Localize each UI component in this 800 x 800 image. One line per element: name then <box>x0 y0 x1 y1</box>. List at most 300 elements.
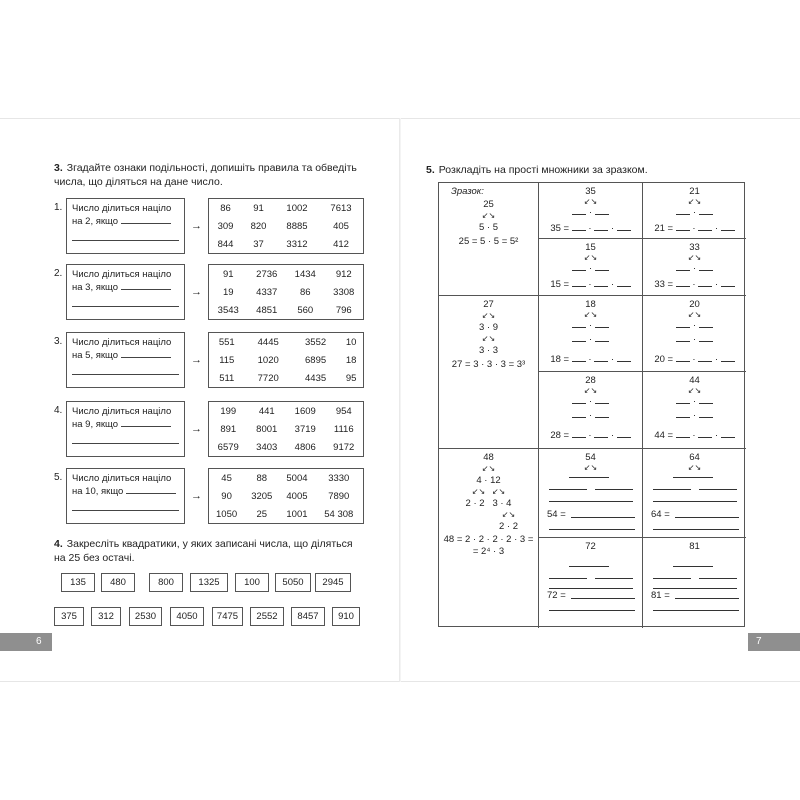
sample-label: Зразок: <box>451 186 484 197</box>
sample-step: 2 · 2 3 · 4 <box>465 498 512 509</box>
factor-blank[interactable] <box>572 263 586 271</box>
branch-mark: ↙↘ <box>481 464 496 473</box>
arrow-icon: → <box>191 490 202 502</box>
candidate-number[interactable]: 3552 <box>305 336 327 348</box>
candidate-number[interactable]: 115 <box>219 354 235 366</box>
row-number: 2. <box>54 268 63 279</box>
factor-blank[interactable] <box>617 354 631 362</box>
target-number: 18 <box>585 299 596 310</box>
candidate-number[interactable]: 86 <box>220 202 231 214</box>
candidate-number[interactable]: 1050 <box>216 508 238 520</box>
rule-blank[interactable] <box>121 418 171 427</box>
number-square[interactable]: 1325 <box>190 573 228 592</box>
target-repeat: 54 <box>547 509 558 520</box>
sample-result: 25 = 5 · 5 = 5² <box>458 236 519 247</box>
rule-text: Число ділиться націло на 5, якщо <box>72 337 172 361</box>
factor-cell <box>539 239 643 296</box>
candidate-number[interactable]: 4806 <box>294 441 316 453</box>
factor-cell <box>643 538 746 628</box>
dot-sign: · <box>692 320 697 331</box>
row-number: 3. <box>54 336 63 347</box>
divisibility-row <box>54 468 364 526</box>
answer-line[interactable] <box>549 489 587 490</box>
dot-sign: · <box>588 223 592 234</box>
dot-sign: · <box>692 279 696 290</box>
dot-sign: · <box>588 354 592 365</box>
rule-line[interactable] <box>72 499 179 511</box>
equals-sign: = <box>667 279 674 290</box>
factor-blank[interactable] <box>594 354 608 362</box>
dot-sign: · <box>692 396 697 407</box>
factor-blank[interactable] <box>595 320 609 328</box>
candidate-number[interactable]: 511 <box>219 372 235 384</box>
sample-step: 4 · 12 <box>476 475 501 486</box>
candidate-number[interactable]: 7613 <box>330 202 352 214</box>
number-square[interactable]: 2945 <box>315 573 351 592</box>
numbers-box <box>208 468 364 524</box>
factor-blank[interactable] <box>617 223 631 231</box>
rule-box <box>66 401 185 457</box>
answer-line[interactable] <box>653 578 691 579</box>
dot-sign: · <box>692 410 697 421</box>
sample-step: 5 · 5 <box>478 222 498 233</box>
factor-blank[interactable] <box>676 396 690 404</box>
candidate-number[interactable]: 4445 <box>257 336 279 348</box>
candidate-number[interactable]: 3719 <box>294 423 316 435</box>
arrow-icon: → <box>191 423 202 435</box>
branch-mark: ↙↘ <box>687 463 702 472</box>
sample-result: = 2⁴ · 3 <box>472 546 505 557</box>
rule-box <box>66 332 185 388</box>
candidate-number[interactable]: 412 <box>333 238 349 250</box>
factor-blank[interactable] <box>699 207 713 215</box>
dot-sign: · <box>588 320 593 331</box>
factor-blank[interactable] <box>721 354 735 362</box>
factor-cell <box>539 538 643 628</box>
row-number: 1. <box>54 202 63 213</box>
arrow-icon: → <box>191 286 202 298</box>
sample-number: 48 <box>483 452 494 463</box>
branch-mark: ↙↘ <box>687 197 702 206</box>
factor-blank[interactable] <box>698 430 712 438</box>
numbers-box <box>208 332 364 388</box>
factor-blank[interactable] <box>676 320 690 328</box>
answer-line[interactable] <box>673 566 713 567</box>
factor-cell <box>539 372 643 449</box>
branch-mark: ↙↘ ↙↘ <box>471 487 506 496</box>
numbers-box <box>208 401 364 457</box>
candidate-number[interactable]: 95 <box>345 372 357 384</box>
candidate-number[interactable]: 91 <box>222 268 234 280</box>
arrow-icon: → <box>191 220 202 232</box>
page-number-right: 7 <box>748 633 800 651</box>
factor-blank[interactable] <box>699 410 713 418</box>
equals-sign: = <box>667 223 674 234</box>
sample-cell-25 <box>439 183 539 296</box>
factor-blank[interactable] <box>572 223 586 231</box>
answer-line[interactable] <box>595 578 633 579</box>
sample-cell-27 <box>439 296 539 449</box>
branch-mark: ↙↘ <box>481 211 496 220</box>
number-square[interactable]: 2552 <box>250 607 284 626</box>
target-repeat: 44 <box>654 430 665 441</box>
factor-blank[interactable] <box>676 410 690 418</box>
rule-text: Число ділиться націло на 9, якщо <box>72 406 172 430</box>
candidate-number[interactable]: 18 <box>345 354 357 366</box>
factor-blank[interactable] <box>698 354 712 362</box>
target-repeat: 72 <box>547 590 558 601</box>
factor-blank[interactable] <box>698 279 712 287</box>
candidate-number[interactable]: 91 <box>253 202 264 214</box>
candidate-number[interactable]: 820 <box>250 220 267 232</box>
dot-sign: · <box>588 279 592 290</box>
candidate-number[interactable]: 4005 <box>286 490 308 502</box>
number-square[interactable]: 5050 <box>275 573 311 592</box>
candidate-number[interactable]: 7890 <box>328 490 350 502</box>
answer-line[interactable] <box>571 517 635 518</box>
branch-mark: ↙↘ <box>583 197 598 206</box>
candidate-number[interactable]: 1001 <box>286 508 308 520</box>
equals-sign: = <box>664 590 670 601</box>
answer-line[interactable] <box>653 588 737 589</box>
candidate-number[interactable]: 560 <box>297 304 314 316</box>
factor-blank[interactable] <box>572 334 586 342</box>
task3-title: 3. Згадайте ознаки подільності, допишіть правила та обведіть числа, що діляться на дане число. <box>54 162 357 188</box>
target-number: 33 <box>689 242 700 253</box>
candidate-number[interactable]: 6895 <box>305 354 327 366</box>
target-repeat: 21 <box>654 223 665 234</box>
dot-sign: · <box>714 354 719 365</box>
sample-result: 48 = 2 · 2 · 2 · 2 · 3 = <box>443 534 534 545</box>
dot-sign: · <box>588 334 593 345</box>
target-repeat: 35 <box>550 223 561 234</box>
dot-sign: · <box>610 430 615 441</box>
divisibility-row <box>54 264 364 322</box>
target-number: 54 <box>585 452 596 463</box>
candidate-number[interactable]: 4435 <box>305 372 327 384</box>
sample-cell-48 <box>439 449 539 628</box>
candidate-number[interactable]: 1002 <box>286 202 308 214</box>
row-number: 5. <box>54 472 63 483</box>
answer-line[interactable] <box>653 501 737 502</box>
candidate-number[interactable]: 7720 <box>257 372 279 384</box>
number-square[interactable]: 7475 <box>212 607 243 626</box>
factor-blank[interactable] <box>617 430 631 438</box>
candidate-number[interactable]: 954 <box>335 405 352 417</box>
number-square[interactable]: 910 <box>332 607 360 626</box>
branch-mark: ↙↘ <box>481 334 496 343</box>
divisibility-row <box>54 401 364 459</box>
candidate-number[interactable]: 86 <box>299 286 311 298</box>
factor-blank[interactable] <box>721 223 735 231</box>
divisibility-row <box>54 198 364 256</box>
candidate-number[interactable]: 1020 <box>257 354 279 366</box>
dot-sign: · <box>692 223 696 234</box>
factor-blank[interactable] <box>676 207 690 215</box>
target-repeat: 18 <box>550 354 561 365</box>
candidate-number[interactable]: 54 308 <box>324 508 354 520</box>
rule-box <box>66 198 185 254</box>
sample-number: 25 <box>483 199 494 210</box>
sample-step: 2 · 2 <box>498 521 518 532</box>
candidate-number[interactable]: 3330 <box>328 472 350 484</box>
rule-line[interactable] <box>72 432 179 444</box>
factor-blank[interactable] <box>572 410 586 418</box>
dot-sign: · <box>714 430 719 441</box>
target-repeat: 81 <box>651 590 662 601</box>
sample-step: 3 · 3 <box>478 345 498 356</box>
factor-cell <box>643 372 746 449</box>
candidate-number[interactable]: 3543 <box>217 304 239 316</box>
numbers-box <box>208 198 364 254</box>
answer-line[interactable] <box>549 578 587 579</box>
page-gutter <box>399 118 401 682</box>
dot-sign: · <box>588 430 592 441</box>
factor-blank[interactable] <box>572 279 586 287</box>
candidate-number[interactable]: 88 <box>256 472 268 484</box>
factor-blank[interactable] <box>594 430 608 438</box>
factor-cell <box>643 296 746 372</box>
dot-sign: · <box>692 430 696 441</box>
factor-blank[interactable] <box>572 430 586 438</box>
number-square[interactable]: 800 <box>149 573 183 592</box>
candidate-number[interactable]: 1434 <box>294 268 316 280</box>
target-number: 28 <box>585 375 596 386</box>
dot-sign: · <box>588 410 593 421</box>
target-repeat: 64 <box>651 509 662 520</box>
task4-title: 4. Закресліть квадратики, у яких записані числа, що діляться на 25 без остачі. <box>54 538 353 564</box>
number-square[interactable]: 100 <box>235 573 269 592</box>
dot-sign: · <box>714 223 719 234</box>
rule-box <box>66 468 185 524</box>
target-number: 20 <box>689 299 700 310</box>
dot-sign: · <box>692 334 697 345</box>
equals-sign: = <box>563 279 570 290</box>
branch-mark: ↙↘ <box>583 253 598 262</box>
rule-blank[interactable] <box>121 281 171 290</box>
dot-sign: · <box>610 354 615 365</box>
candidate-number[interactable]: 3308 <box>333 286 355 298</box>
number-square[interactable]: 312 <box>91 607 121 626</box>
branch-mark: ↙↘ <box>583 386 598 395</box>
factor-blank[interactable] <box>721 430 735 438</box>
factor-blank[interactable] <box>594 279 608 287</box>
candidate-number[interactable]: 199 <box>220 405 237 417</box>
factor-blank[interactable] <box>676 263 690 271</box>
factor-cell <box>539 183 643 239</box>
branch-mark: ↙↘ <box>687 253 702 262</box>
candidate-number[interactable]: 1116 <box>333 423 354 435</box>
branch-mark: ↙↘ <box>481 311 496 320</box>
answer-line[interactable] <box>549 501 633 502</box>
candidate-number[interactable]: 1609 <box>294 405 316 417</box>
rule-line[interactable] <box>72 295 179 307</box>
candidate-number[interactable]: 2736 <box>256 268 278 280</box>
equals-sign: = <box>667 354 674 365</box>
target-repeat: 15 <box>550 279 561 290</box>
task5-title: 5. Розкладіть на прості множники за зразком. <box>426 164 648 176</box>
candidate-number[interactable]: 912 <box>335 268 352 280</box>
candidate-number[interactable]: 441 <box>258 405 275 417</box>
page-number-left: 6 <box>0 633 52 651</box>
factor-blank[interactable] <box>595 263 609 271</box>
candidate-number[interactable]: 4337 <box>256 286 278 298</box>
answer-line[interactable] <box>595 489 633 490</box>
candidate-number[interactable]: 45 <box>221 472 232 484</box>
candidate-number[interactable]: 3205 <box>251 490 273 502</box>
equals-sign: = <box>560 509 566 520</box>
dot-sign: · <box>588 263 593 274</box>
factor-cell <box>539 296 643 372</box>
answer-line[interactable] <box>699 578 737 579</box>
target-number: 64 <box>689 452 700 463</box>
equals-sign: = <box>563 223 570 234</box>
rule-box <box>66 264 185 320</box>
equals-sign: = <box>664 509 670 520</box>
factor-blank[interactable] <box>721 279 735 287</box>
sample-step: 3 · 9 <box>478 322 498 333</box>
branch-mark: ↙↘ <box>687 310 702 319</box>
answer-line[interactable] <box>699 489 737 490</box>
target-repeat: 20 <box>654 354 665 365</box>
factor-blank[interactable] <box>594 223 608 231</box>
sample-result: 27 = 3 · 3 · 3 = 3³ <box>451 359 526 370</box>
rule-line[interactable] <box>72 363 179 375</box>
answer-line[interactable] <box>569 477 609 478</box>
factor-blank[interactable] <box>676 223 690 231</box>
dot-sign: · <box>714 279 719 290</box>
candidate-number[interactable]: 4851 <box>256 304 278 316</box>
candidate-number[interactable]: 19 <box>222 286 234 298</box>
candidate-number[interactable]: 796 <box>335 304 352 316</box>
factor-blank[interactable] <box>699 263 713 271</box>
candidate-number[interactable]: 3312 <box>286 238 308 250</box>
branch-mark: ↙↘ <box>687 386 702 395</box>
factor-cell <box>643 183 746 239</box>
equals-sign: = <box>560 590 566 601</box>
dot-sign: · <box>692 263 697 274</box>
candidate-number[interactable]: 309 <box>217 220 234 232</box>
branch-mark: ↙↘ <box>583 310 598 319</box>
dot-sign: · <box>692 354 696 365</box>
number-square[interactable]: 135 <box>61 573 95 592</box>
numbers-box <box>208 264 364 320</box>
answer-line[interactable] <box>653 489 691 490</box>
factor-blank[interactable] <box>699 334 713 342</box>
factor-blank[interactable] <box>699 320 713 328</box>
equals-sign: = <box>563 354 570 365</box>
factor-cell <box>539 449 643 538</box>
factorization-grid <box>438 182 745 627</box>
rule-text: Число ділиться націло на 3, якщо <box>72 269 172 293</box>
factor-blank[interactable] <box>595 334 609 342</box>
number-square[interactable]: 2530 <box>129 607 162 626</box>
answer-line[interactable] <box>549 529 635 530</box>
dot-sign: · <box>692 207 697 218</box>
dot-sign: · <box>588 207 593 218</box>
rule-blank[interactable] <box>121 215 171 224</box>
answer-line[interactable] <box>653 529 739 530</box>
target-number: 81 <box>689 541 700 552</box>
factor-blank[interactable] <box>699 396 713 404</box>
answer-line[interactable] <box>549 588 633 589</box>
answer-line[interactable] <box>675 517 739 518</box>
target-number: 44 <box>689 375 700 386</box>
number-square[interactable]: 480 <box>101 573 135 592</box>
factor-blank[interactable] <box>572 207 586 215</box>
candidate-number[interactable]: 3403 <box>256 441 278 453</box>
number-square[interactable]: 375 <box>54 607 84 626</box>
factor-blank[interactable] <box>595 207 609 215</box>
candidate-number[interactable]: 10 <box>345 336 357 348</box>
factor-blank[interactable] <box>595 396 609 404</box>
rule-blank[interactable] <box>121 349 171 358</box>
answer-line[interactable] <box>673 477 713 478</box>
dot-sign: · <box>610 279 615 290</box>
candidate-number[interactable]: 37 <box>253 238 264 250</box>
factor-blank[interactable] <box>572 320 586 328</box>
factor-blank[interactable] <box>676 279 690 287</box>
target-number: 21 <box>689 186 700 197</box>
branch-mark: ↙↘ <box>583 463 598 472</box>
rule-blank[interactable] <box>126 485 176 494</box>
answer-line[interactable] <box>549 610 635 611</box>
rule-text: Число ділиться націло на 2, якщо <box>72 203 172 227</box>
number-square[interactable]: 8457 <box>291 607 325 626</box>
sample-number: 27 <box>483 299 494 310</box>
candidate-number[interactable]: 891 <box>220 423 237 435</box>
dot-sign: · <box>588 396 593 407</box>
candidate-number[interactable]: 844 <box>217 238 234 250</box>
candidate-number[interactable]: 551 <box>218 336 235 348</box>
answer-line[interactable] <box>571 598 635 599</box>
answer-line[interactable] <box>675 598 739 599</box>
rule-text: Число ділиться націло на 10, якщо <box>72 473 172 497</box>
factor-blank[interactable] <box>676 334 690 342</box>
answer-line[interactable] <box>653 610 739 611</box>
factor-blank[interactable] <box>572 354 586 362</box>
candidate-number[interactable]: 8001 <box>256 423 278 435</box>
candidate-number[interactable]: 90 <box>221 490 232 502</box>
factor-cell <box>643 239 746 296</box>
factor-blank[interactable] <box>595 410 609 418</box>
target-number: 15 <box>585 242 596 253</box>
arrow-icon: → <box>191 354 202 366</box>
candidate-number[interactable]: 8885 <box>286 220 308 232</box>
target-repeat: 28 <box>550 430 561 441</box>
candidate-number[interactable]: 5004 <box>286 472 308 484</box>
factor-blank[interactable] <box>572 396 586 404</box>
target-number: 72 <box>585 541 596 552</box>
row-number: 4. <box>54 405 63 416</box>
answer-line[interactable] <box>569 566 609 567</box>
target-number: 35 <box>585 186 596 197</box>
divisibility-row <box>54 332 364 390</box>
number-square[interactable]: 4050 <box>170 607 204 626</box>
factor-blank[interactable] <box>698 223 712 231</box>
equals-sign: = <box>563 430 570 441</box>
candidate-number[interactable]: 9172 <box>333 441 355 453</box>
factor-cell <box>643 449 746 538</box>
rule-line[interactable] <box>72 229 179 241</box>
branch-mark: ↙↘ <box>501 510 516 519</box>
candidate-number[interactable]: 25 <box>256 508 268 520</box>
candidate-number[interactable]: 6579 <box>217 441 239 453</box>
factor-blank[interactable] <box>676 430 690 438</box>
factor-blank[interactable] <box>617 279 631 287</box>
factor-blank[interactable] <box>676 354 690 362</box>
candidate-number[interactable]: 405 <box>333 220 349 232</box>
